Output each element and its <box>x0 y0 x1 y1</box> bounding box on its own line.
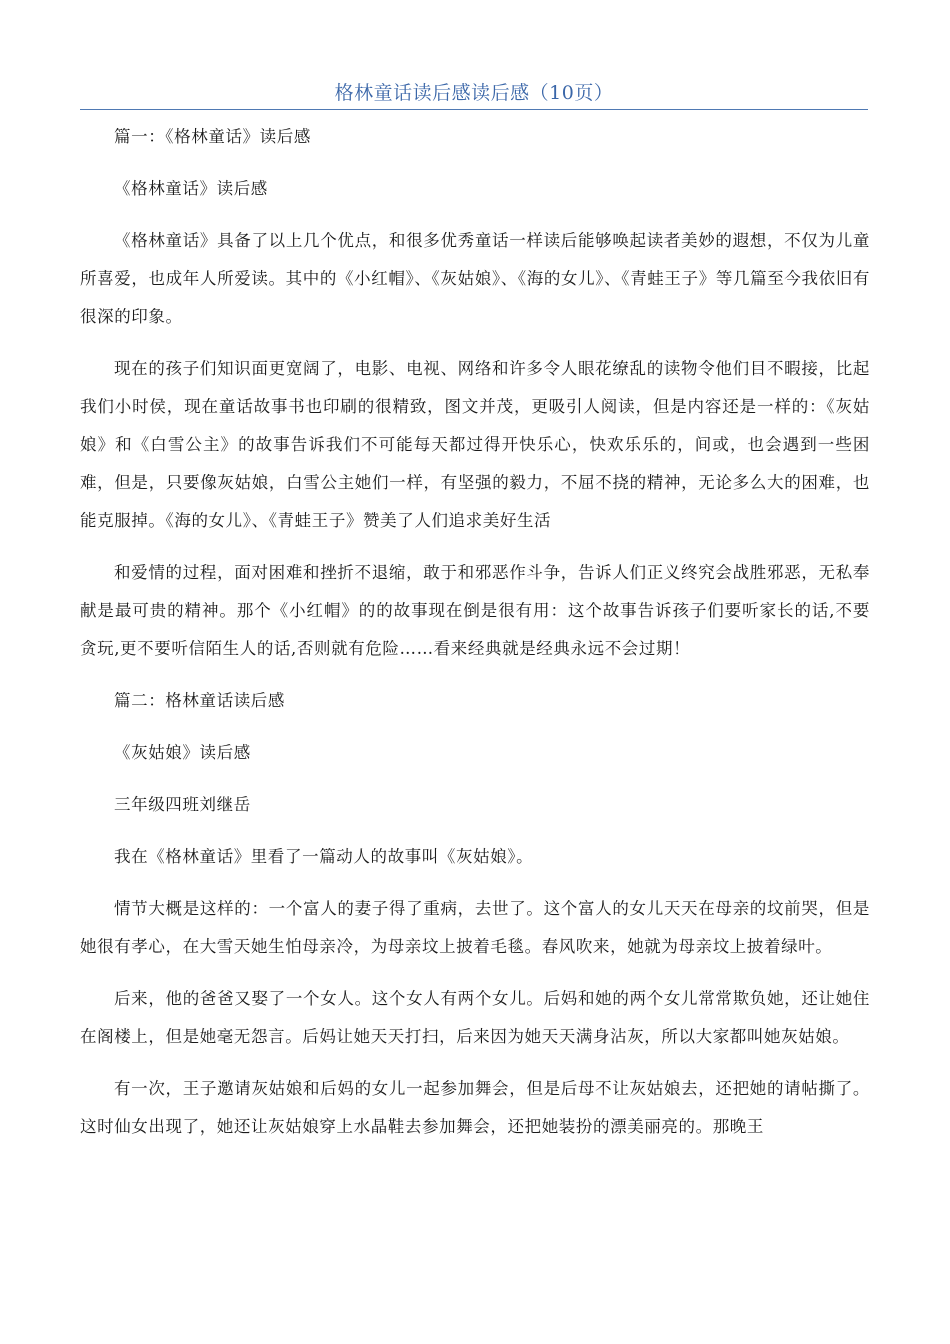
paragraph: 我在《格林童话》里看了一篇动人的故事叫《灰姑娘》。 <box>114 847 534 866</box>
subtitle-2: 《灰姑娘》读后感 <box>114 743 251 762</box>
page-header <box>80 80 868 110</box>
paragraph: 情节大概是这样的：一个富人的妻子得了重病，去世了。这个富人的女儿天天在母亲的坟前哭，但是她很有孝心，在大雪天她生怕母亲冷，为母亲坟上披着毛毯。春风吹来，她就为母亲坟上披着绿叶。 <box>80 899 870 956</box>
paragraph: 《格林童话》具备了以上几个优点，和很多优秀童话一样读后能够唤起读者美妙的遐想，不仅为儿童所喜爱，也成年人所爱读。其中的《小红帽》、《灰姑娘》、《海的女儿》、《青蛙王子》等几篇至今我依旧有很深的印象。 <box>80 231 870 326</box>
section-heading-1: 篇一：《格林童话》读后感 <box>114 127 311 146</box>
author-line: 三年级四班刘继岳 <box>114 795 251 814</box>
page-title: 格林童话读后感读后感（10页） <box>334 82 614 104</box>
paragraph: 和爱情的过程，面对困难和挫折不退缩，敢于和邪恶作斗争，告诉人们正义终究会战胜邪恶，无私奉献是最可贵的精神。那个《小红帽》的的故事现在倒是很有用：这个故事告诉孩子们要听家长的话,不要贪玩,更不要听信陌生人的话,否则就有危险……看来经典就是经典永远不会过期！ <box>80 563 870 658</box>
paragraph: 后来，他的爸爸又娶了一个女人。这个女人有两个女儿。后妈和她的两个女儿常常欺负她，还让她住在阁楼上，但是她毫无怨言。后妈让她天天打扫，后来因为她天天满身沾灰，所以大家都叫她灰姑娘。 <box>80 989 870 1046</box>
document-body <box>80 118 870 1160</box>
section-heading-2: 篇二：格林童话读后感 <box>114 691 285 710</box>
paragraph: 有一次，王子邀请灰姑娘和后妈的女儿一起参加舞会，但是后母不让灰姑娘去，还把她的请帖撕了。这时仙女出现了，她还让灰姑娘穿上水晶鞋去参加舞会，还把她装扮的漂美丽亮的。那晚王 <box>80 1079 870 1136</box>
subtitle-1: 《格林童话》读后感 <box>114 179 268 198</box>
paragraph: 现在的孩子们知识面更宽阔了，电影、电视、网络和许多令人眼花缭乱的读物令他们目不暇接，比起我们小时侯，现在童话故事书也印刷的很精致，图文并茂，更吸引人阅读，但是内容还是一样的：《灰姑娘》和《白雪公主》的故事告诉我们不可能每天都过得开快乐心，快欢乐乐的，间或，也会遇到一些困难，但是，只要像灰姑娘，白雪公主她们一样，有坚强的毅力，不屈不挠的精神，无论多么大的困难，也能克服掉。《海的女儿》、《青蛙王子》赞美了人们追求美好生活 <box>80 359 870 530</box>
